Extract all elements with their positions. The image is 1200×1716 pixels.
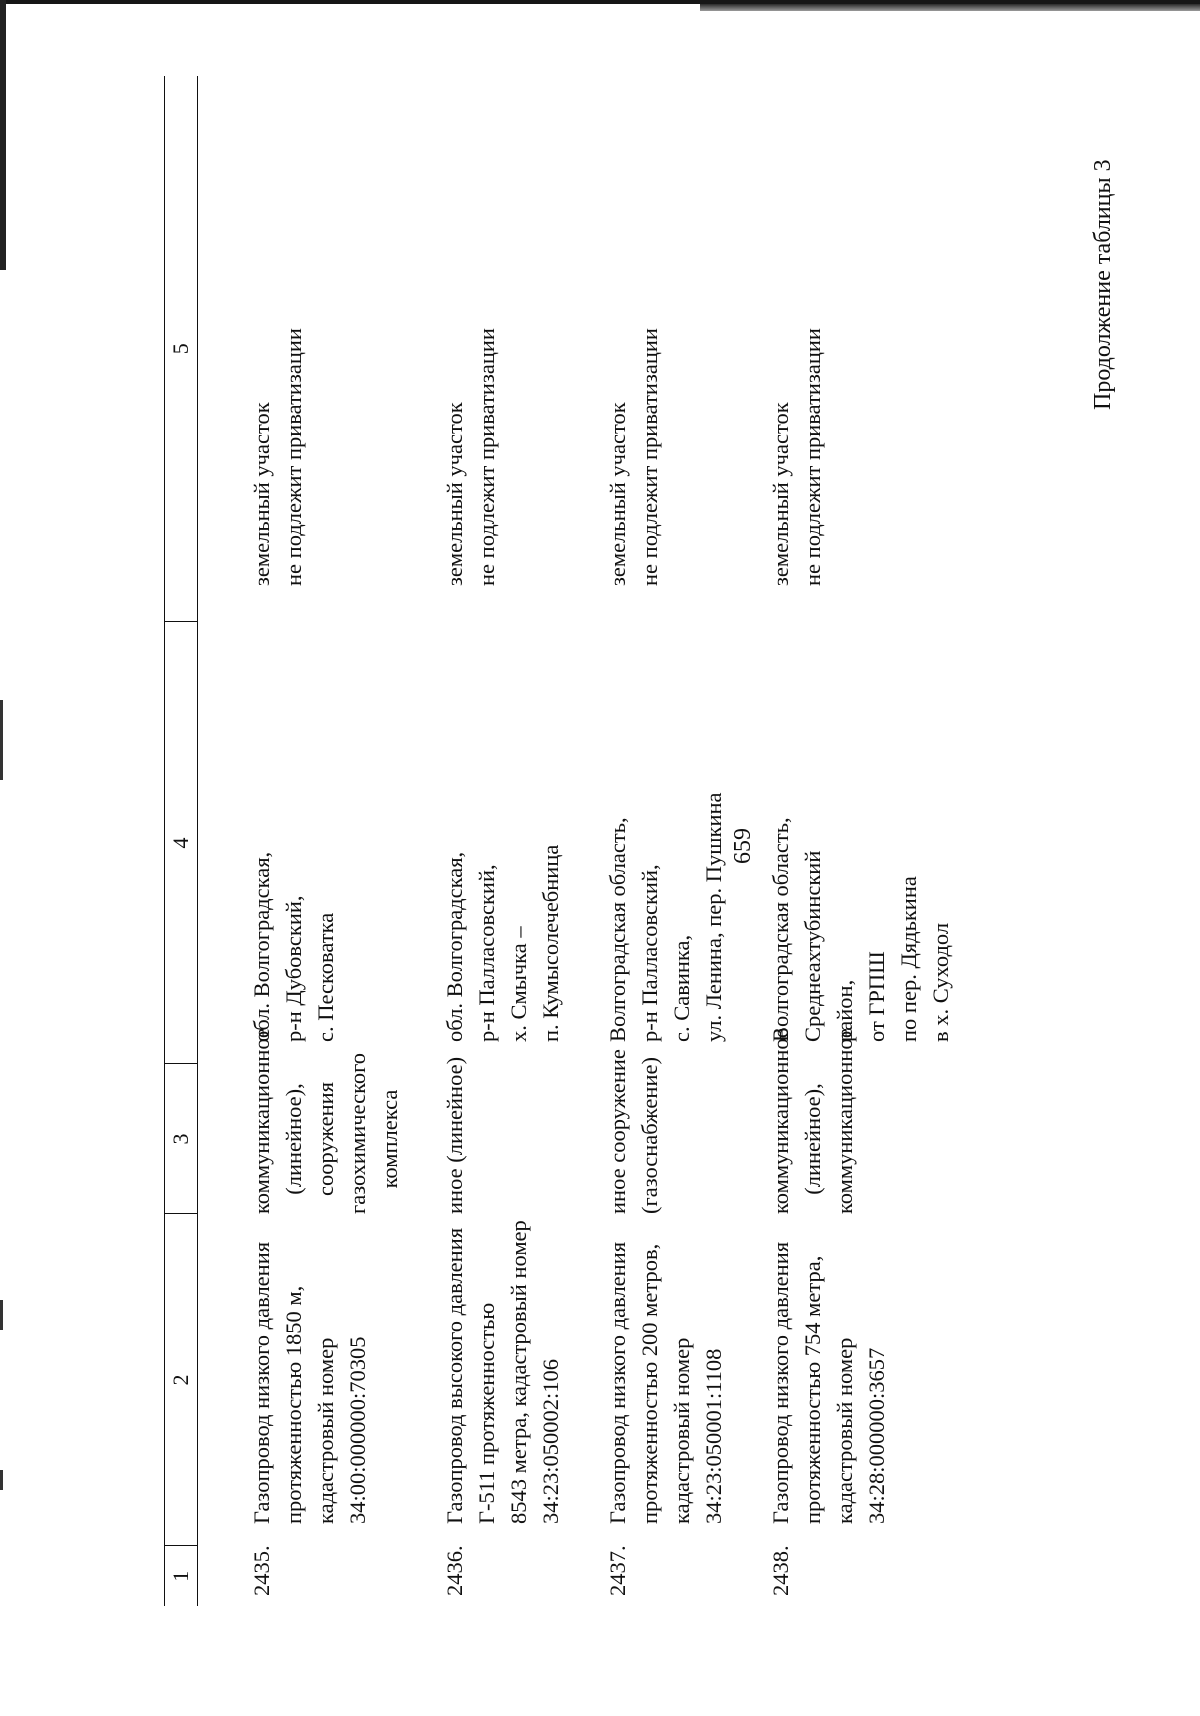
object-description xyxy=(567,1214,730,1546)
object-address-line: с. Песковатка xyxy=(313,912,338,1042)
object-status xyxy=(730,76,957,622)
object-address-line: п. Кумысолечебница xyxy=(538,844,563,1042)
object-address-line: р-н Дубовский, xyxy=(281,895,306,1042)
column-header: 3 xyxy=(165,1064,198,1214)
object-description-line: протяженностью 200 метров, xyxy=(637,1243,662,1524)
object-address-line: район, xyxy=(832,979,857,1042)
object-description-line: кадастровый номер xyxy=(832,1337,857,1524)
object-address-line: с. Савинка, xyxy=(669,934,694,1042)
object-description-line: Газопровод низкого давления xyxy=(249,1241,274,1524)
object-address xyxy=(730,622,957,1064)
object-type-line: комплекса xyxy=(377,1089,402,1189)
row-number: 2437. xyxy=(605,1545,630,1596)
property-table xyxy=(164,76,957,1606)
object-address-line: Волгоградская область, xyxy=(605,817,630,1042)
table-row xyxy=(730,76,957,1606)
column-header: 1 xyxy=(165,1546,198,1606)
object-description-line: 8543 метра, кадастровый номер xyxy=(506,1220,531,1524)
object-description-line: кадастровый номер xyxy=(313,1337,338,1524)
object-status-line: не подлежит приватизации xyxy=(281,328,306,586)
object-description xyxy=(406,1214,567,1546)
object-status-line: земельный участок xyxy=(768,402,793,586)
table-caption: Продолжение таблицы 3 xyxy=(1090,159,1116,410)
object-description-line: 34:28:000000:3657 xyxy=(864,1347,889,1524)
object-description-line: Газопровод высокого давления xyxy=(442,1227,467,1524)
object-address xyxy=(198,622,407,1064)
object-status-line: не подлежит приватизации xyxy=(800,328,825,586)
object-address-line: ул. Ленина, пер. Пушкина xyxy=(701,792,726,1042)
object-status xyxy=(567,76,730,622)
object-type-line: иное (линейное) xyxy=(442,1056,467,1214)
object-address-line: р-н Палласовский, xyxy=(637,864,662,1042)
object-type xyxy=(730,1028,957,1214)
page-number: 659 xyxy=(730,828,756,864)
object-address xyxy=(567,622,730,1064)
object-description-line: протяженностью 754 метра, xyxy=(800,1255,825,1524)
object-address-line: от ГРПШ xyxy=(864,951,889,1042)
object-status-line: земельный участок xyxy=(442,402,467,586)
object-description-line: Газопровод низкого давления xyxy=(605,1241,630,1524)
object-status xyxy=(198,76,407,622)
table-row xyxy=(198,76,407,1606)
object-address-line: Волгоградская область, xyxy=(768,817,793,1042)
object-status-line: не подлежит приватизации xyxy=(637,328,662,586)
object-type xyxy=(198,1028,407,1214)
object-description xyxy=(198,1214,407,1546)
column-header: 2 xyxy=(165,1214,198,1546)
object-status-line: земельный участок xyxy=(249,402,274,586)
object-type-line: газохимического xyxy=(345,1052,370,1214)
object-description-line: Г-511 протяженностью xyxy=(474,1302,499,1524)
row-number: 2438. xyxy=(768,1545,793,1596)
object-address-line: р-н Палласовский, xyxy=(474,864,499,1042)
object-address-line: х. Смычка – xyxy=(506,926,531,1042)
object-address-line: по пер. Дядькина xyxy=(896,876,921,1042)
object-address-line: в х. Суходол xyxy=(928,922,953,1042)
object-type-line: сооружения xyxy=(313,1081,338,1197)
object-status-line: не подлежит приватизации xyxy=(474,328,499,586)
object-description-line: протяженностью 1850 м, xyxy=(281,1285,306,1524)
object-type-line: коммуникационное xyxy=(832,1028,857,1214)
object-type xyxy=(406,1056,567,1214)
row-number: 2436. xyxy=(442,1545,467,1596)
object-type-line: коммуникационное xyxy=(768,1028,793,1214)
object-type-line: иное сооружение xyxy=(605,1049,630,1214)
table-header-row xyxy=(165,76,198,1606)
object-type-line: (газоснабжение) xyxy=(637,1057,662,1214)
object-status xyxy=(406,76,567,622)
table-body xyxy=(198,76,958,1606)
row-number: 2435. xyxy=(249,1545,274,1596)
object-address-line: обл. Волгоградская, xyxy=(442,851,467,1042)
object-address-line: Среднеахтубинский xyxy=(800,850,825,1042)
object-description-line: 34:23:050001:1108 xyxy=(701,1348,726,1524)
table-row xyxy=(567,76,730,1606)
object-description-line: Газопровод низкого давления xyxy=(768,1241,793,1524)
object-type xyxy=(567,1049,730,1214)
object-description-line: 34:23:050002:106 xyxy=(538,1358,563,1524)
object-description-line: 34:00:000000:70305 xyxy=(345,1336,370,1524)
object-description xyxy=(730,1214,957,1546)
object-type-line: коммуникационное xyxy=(249,1028,274,1214)
object-type-line: (линейное), xyxy=(800,1083,825,1195)
column-header: 5 xyxy=(165,76,198,622)
object-type-line: (линейное), xyxy=(281,1083,306,1195)
object-address-line: обл. Волгоградская, xyxy=(249,851,274,1042)
object-status-line: земельный участок xyxy=(605,402,630,586)
table-row xyxy=(406,76,567,1606)
object-description-line: кадастровый номер xyxy=(669,1337,694,1524)
object-address xyxy=(406,622,567,1064)
column-header: 4 xyxy=(165,622,198,1064)
